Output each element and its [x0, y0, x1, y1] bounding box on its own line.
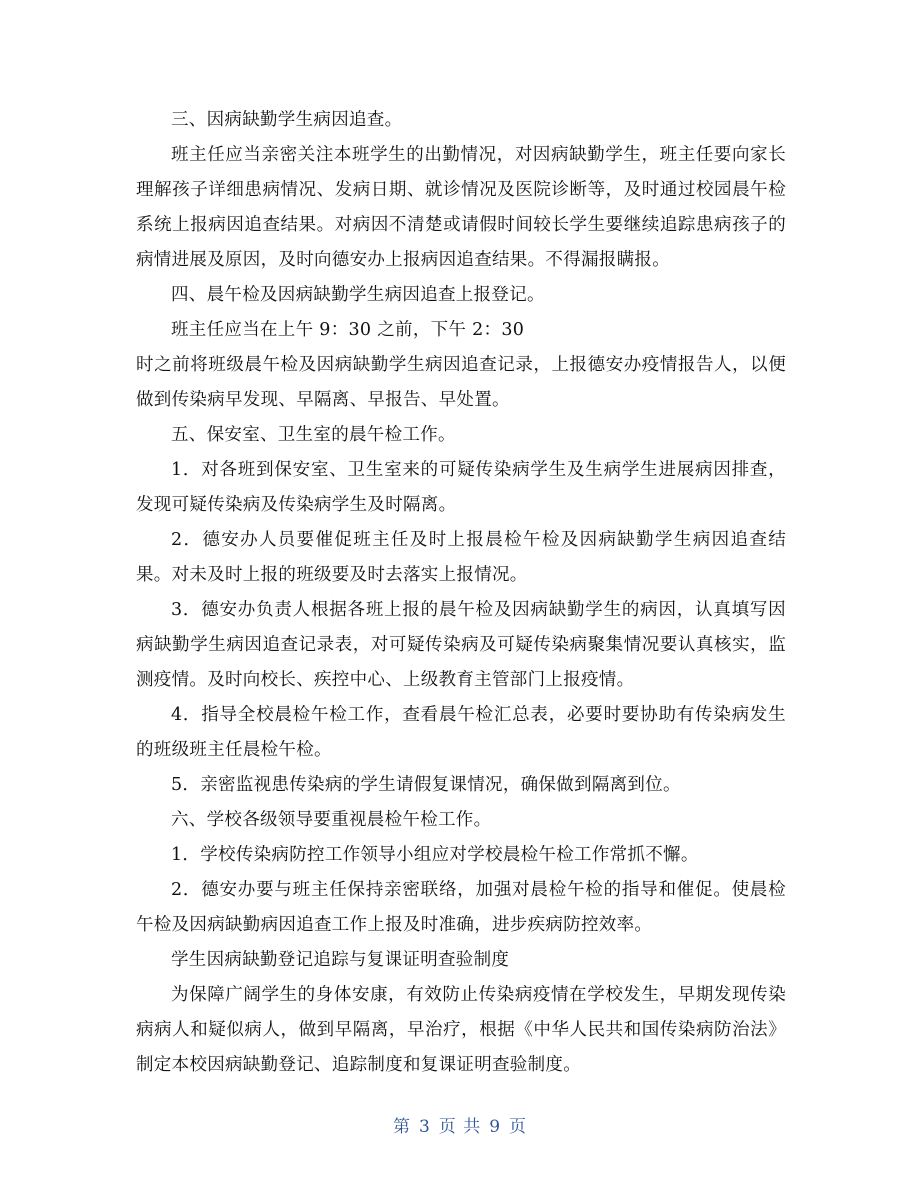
- section-heading-5: 五、保安室、卫生室的晨午检工作。: [171, 425, 456, 445]
- total-pages-number: 9: [489, 1117, 502, 1137]
- list-item: 5．亲密监视患传染病的学生请假复课情况，确保做到隔离到位。: [171, 775, 681, 795]
- page-footer: [0, 1112, 920, 1137]
- section-heading-3: 三、因病缺勤学生病因追查。: [171, 110, 403, 130]
- footer-suffix: 页: [509, 1117, 528, 1137]
- list-item: 2．德安办人员要催促班主任及时上报晨检午检及因病缺勤学生病因追查结果。对未及时上报的班级要及时去落实上报情况。: [136, 530, 786, 585]
- footer-middle: 页 共: [438, 1117, 482, 1137]
- document-title: 学生因病缺勤登记追踪与复课证明查验制度: [171, 950, 510, 970]
- section-heading-6: 六、学校各级领导要重视晨检午检工作。: [171, 810, 492, 830]
- footer-prefix: 第: [392, 1117, 411, 1137]
- paragraph-continuation: 时之前将班级晨午检及因病缺勤学生病因追查记录，上报德安办疫情报告人，以便做到传染病早发现、早隔离、早报告、早处置。: [136, 355, 786, 410]
- paragraph: 为保障广阔学生的身体安康，有效防止传染病疫情在学校发生，早期发现传染病病人和疑似病人，做到早隔离，早治疗，根据《中华人民共和国传染病防治法》制定本校因病缺勤登记、追踪制度和复课证明查验制度。: [136, 985, 786, 1075]
- list-item: 4．指导全校晨检午检工作，查看晨午检汇总表，必要时要协助有传染病发生的班级班主任晨检午检。: [136, 705, 786, 760]
- current-page-number: 3: [418, 1117, 431, 1137]
- section-heading-4: 四、晨午检及因病缺勤学生病因追查上报登记。: [171, 285, 545, 305]
- paragraph: 班主任应当在上午 9：30 之前，下午 2：30: [171, 320, 525, 340]
- paragraph: 班主任应当亲密关注本班学生的出勤情况，对因病缺勤学生，班主任要向家长理解孩子详细患病情况、发病日期、就诊情况及医院诊断等，及时通过校园晨午检系统上报病因追查结果。对病因不清楚或请假时间较长学生要继续追踪患病孩子的病情进展及原因，及时向德安办上报病因追查结果。不得漏报瞒报。: [136, 145, 786, 270]
- list-item: 2．德安办要与班主任保持亲密联络，加强对晨检午检的指导和催促。使晨检午检及因病缺勤病因追查工作上报及时准确，进步疾病防控效率。: [136, 880, 786, 935]
- list-item: 1．对各班到保安室、卫生室来的可疑传染病学生及生病学生进展病因排查，发现可疑传染病及传染病学生及时隔离。: [136, 460, 786, 515]
- list-item: 1．学校传染病防控工作领导小组应对学校晨检午检工作常抓不懈。: [171, 845, 699, 865]
- list-item: 3．德安办负责人根据各班上报的晨午检及因病缺勤学生的病因，认真填写因病缺勤学生病因追查记录表，对可疑传染病及可疑传染病聚集情况要认真核实，监测疫情。及时向校长、疾控中心、上级教育主管部门上报疫情。: [136, 600, 786, 690]
- document-body: [136, 103, 786, 1083]
